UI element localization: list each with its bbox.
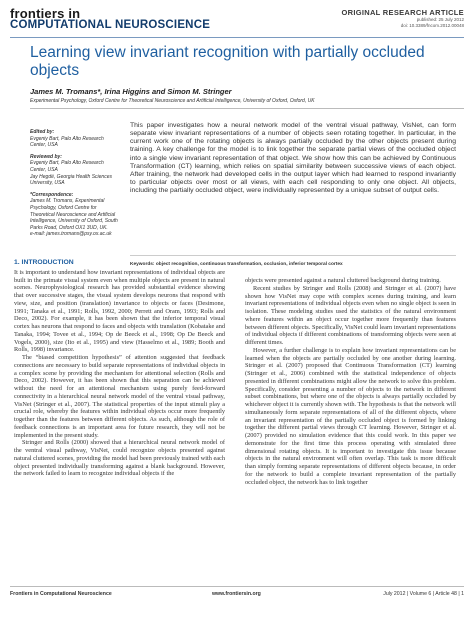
reviewed-by-label: Reviewed by:	[30, 153, 62, 160]
article-title: Learning view invariant recognition with partially occluded objects	[30, 44, 425, 79]
edited-by: Evgeniy Bart, Palo Alto Research Center, USA	[30, 135, 104, 149]
authors: James M. Tromans*, Irina Higgins and Simon M. Stringer	[30, 87, 232, 96]
article-type: ORIGINAL RESEARCH ARTICLE	[341, 8, 464, 17]
section-heading-introduction: 1. INTRODUCTION	[14, 259, 74, 266]
footer-journal: Frontiers in Computational Neuroscience	[10, 591, 112, 597]
editorial-sidebar	[30, 124, 118, 238]
paragraph: It is important to understand how invariant representations of individual objects are built in the primate visual system even when multiple objects are present in natural scenes. Neurophysiological research has provided substantial evidence showing that over successive stages, the visual system develops neurons that respond with view, size, and position (translation) invariance to objects or faces (Desimone, 1991; Tanaka et al., 1991; Rolls, 1992, 2000; Perrett and Oram, 1993; Rolls and Deco, 2002). For example, it has been shown that the inferior temporal visual cortex has neurons that respond to faces and objects with translation (Kobatake and Tanaka, 1994; Tovee et al., 1994; Op de Beeck et al., 1998; Op De Beeck and Vogels, 2000), size (Ito et al., 1995) and view (Hasselmo et al., 1989; Booth and Rolls, 1998) invariance.	[14, 268, 225, 354]
article-info	[341, 8, 464, 28]
footer-divider	[10, 586, 464, 587]
doi[interactable]: doi: 10.3389/fncom.2012.00048	[400, 22, 464, 28]
paragraph: Recent studies by Stringer and Rolls (2008) and Stringer et al. (2007) have shown how VisNet may cope with complex scenes during training, and learn invariant representations of individual objects even when no single object is seen in isolation. These modeling studies used the statistics of the natural environment where features within an object occur together more frequently than features between different objects. Specifically, VisNet could learn invariant representations of individual objects if different combinations of transforming objects were seen at different times.	[245, 284, 456, 346]
affiliation-divider	[30, 108, 464, 109]
journal-name-line1: frontiers in	[10, 6, 81, 21]
keywords-text: object recognition, continuous transformation, occlusion, inferior temporal cortex	[155, 262, 343, 267]
header-divider	[10, 37, 464, 38]
paragraph: objects were presented against a natural cluttered background during training.	[245, 277, 441, 284]
paragraph: Stringer and Rolls (2000) showed that a hierarchical neural network model of the ventral visual pathway, VisNet, could recognize objects presented against natural cluttered scenes, providing the model had been previously trained with each object presented individually transforming against a blank background. However, the network failed to learn to recognize individual objects if the	[14, 439, 225, 478]
affiliation: Experimental Psychology, Oxford Centre for Theoretical Neuroscience and Artificial Intelligence, University of Oxford, Oxford, UK	[30, 98, 315, 104]
body-column-left	[14, 259, 225, 478]
abstract-divider	[130, 255, 456, 256]
footer-issue-info: July 2012 | Volume 6 | Article 48 | 1	[383, 591, 464, 597]
footer-website[interactable]: www.frontiersin.org	[212, 591, 261, 597]
paragraph: However, a further challenge is to explain how invariant representations can be learned when the objects are partially occluded by one another during learning. Stringer et al. (2007) proposed that Continuous Transformation (CT) learning (Stringer et al., 2006) combined with the statistical independence of objects presented in different combinations might allow the network to solve this problem. Specifically, consider presenting a number of objects to the network in different subset combinations, but where one of the objects is always partially occluded by whichever object it is currently shown with. The hypothesis is that the network will simultaneously form separate representations of all of the different objects, where an invariant representation of the partially occluded object is formed by linking together the different partial views through CT learning. However, Stringer et al. (2007) provided no simulation evidence that this could work. In this paper we demonstrate for the first time this process operating with simulated three dimensional rotating objects. It is important to investigate this issue because objects in the natural environment will often overlap. This task is more difficult than simply forming separate representations of different objects because, in order for the network to build a complete invariant representation of the partially occluded object, the network has to link together	[245, 346, 456, 486]
journal-name-line2: COMPUTATIONAL NEUROSCIENCE	[10, 19, 211, 31]
correspondence: James M. Tromans, Experimental Psychology, Oxford Centre for Theoretical Neuroscience and Artificial Intelligence, University of Oxford, South Parks Road, Oxford OX1 3UD, UK. e-mail: james.tromans@psy.ox.ac.uk	[30, 198, 118, 238]
abstract: This paper investigates how a neural network model of the ventral visual pathway, VisNet, can form separate view invariant representations of a number of objects seen rotating together. In particular, in the current work one of the rotating objects is always partially occluded by the other objects present during training. A key challenge for the model is to link together the separate partial views of the occluded object into a single view invariant representation of that object. We show how this can be achieved by Continuous Transformation (CT) learning, which relies on spatial similarity between successive views of each object. After training, the network had developed cells in the output layer which had learned to respond invariantly to particular objects over most or all views, with each cell responding to only one object. All objects, including the partially occluded object, were individually represented by a unique subset of output cells.	[130, 122, 456, 195]
keywords-label: Keywords:	[130, 262, 155, 267]
published-date: published: 25 July 2012	[416, 17, 464, 22]
edited-by-label: Edited by:	[30, 129, 55, 135]
body-column-right	[245, 277, 456, 486]
reviewed-by: Evgeniy Bart, Palo Alto Research Center, USA Jay Hegdé, Georgia Health Sciences University, USA	[30, 160, 112, 187]
journal-masthead	[10, 8, 260, 31]
correspondence-label: *Correspondence:	[30, 191, 74, 198]
paragraph: The “biased competition hypothesis” of attention suggested that feedback connections are necessary to build separate representations of individual objects in a complex scene by providing the mechanism for attentional selection (Rolls and Deco, 2002). However, it has been shown that this separation can be achieved without the need for an attentional mechanism using purely feed-forward connectivity in a hierarchical neural network model of the ventral visual pathway, VisNet (Stringer et al., 2007). The statistical properties of the input stimuli play a crucial role, whereby the features within individual objects occur more frequently together than the features between different objects. As such, although the role of feedback connections is an important area for future research, they will not be implemented in the present study.	[14, 354, 225, 439]
